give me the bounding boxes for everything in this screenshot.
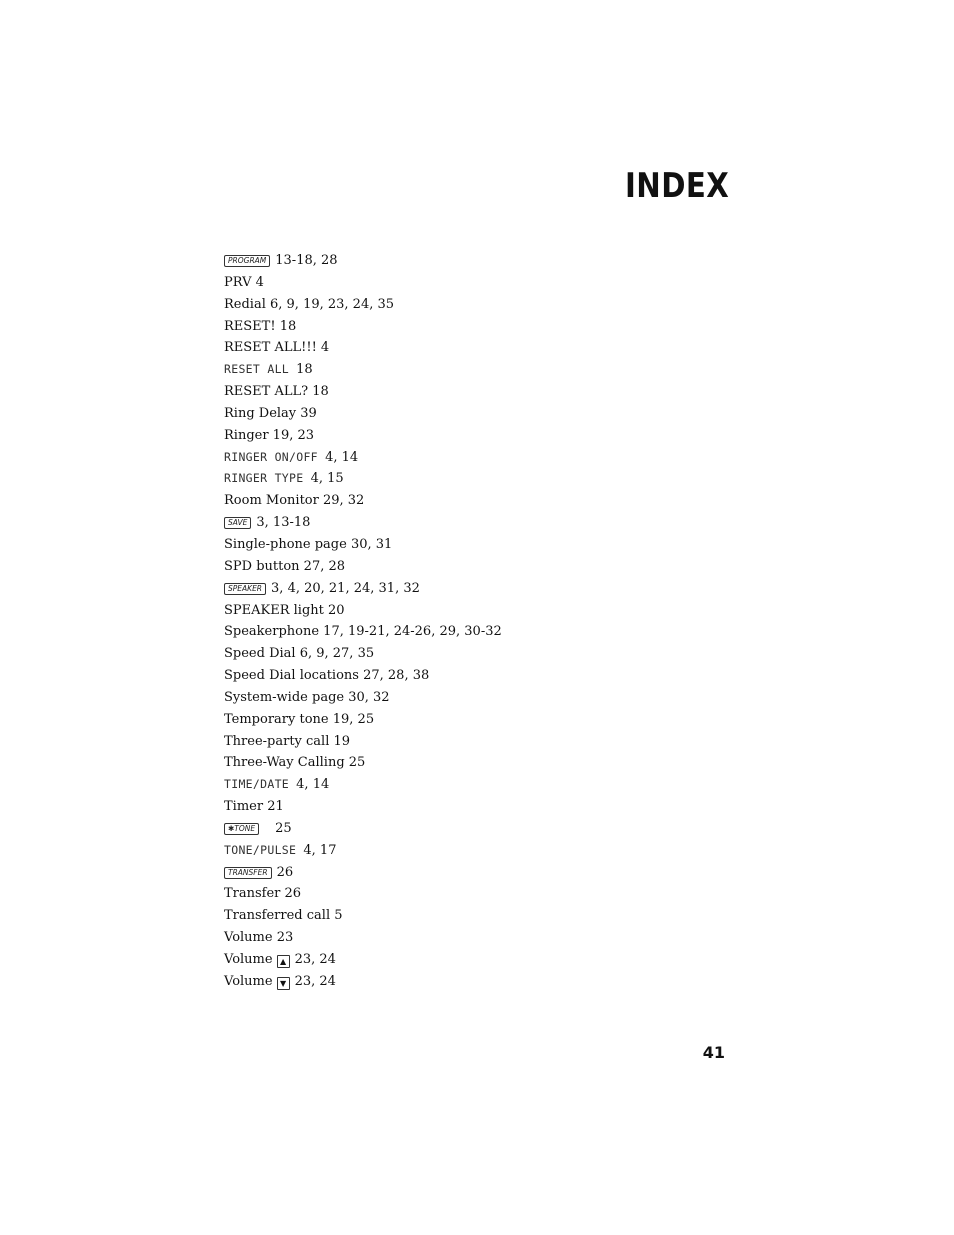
index-entry-timer: Timer 21 — [224, 799, 284, 815]
index-entry-ringer-on-off — [224, 447, 502, 469]
entry-text: 26 — [276, 864, 294, 880]
page-title: INDEX — [624, 166, 729, 206]
entry-text: Volume — [224, 952, 273, 967]
entry-text: 3, 13-18 — [256, 515, 311, 531]
tone-key-icon: ✱TONE — [224, 823, 259, 835]
entry-text: 4, 14 — [296, 777, 330, 793]
index-entry-speakerphone: Speakerphone 17, 19-21, 24-26, 29, 30-32 — [224, 624, 502, 640]
entry-text: 3, 4, 20, 21, 24, 31, 32 — [271, 580, 420, 596]
index-entry-transfer: Transfer 26 — [224, 886, 302, 902]
volume-down-arrow-icon: ▼ — [277, 977, 290, 990]
program-key-icon: PROGRAM — [224, 255, 270, 267]
index-entry-ring-delay: Ring Delay 39 — [224, 405, 317, 421]
entry-pages: 23, 24 — [294, 973, 336, 989]
index-entry-save — [224, 512, 502, 534]
index-entry-speed-dial: Speed Dial 6, 9, 27, 35 — [224, 646, 375, 662]
page-number: 41 — [702, 1043, 725, 1062]
index-entry-spd-button: SPD button 27, 28 — [224, 558, 346, 574]
index-entry-time-date — [224, 774, 502, 796]
entry-text: 13-18, 28 — [275, 253, 338, 268]
index-entry-single-phone-page: Single-phone page 30, 31 — [224, 536, 393, 552]
index-entry-three-way-calling: Three-Way Calling 25 — [224, 755, 366, 771]
index-entry-three-party-call: Three-party call 19 — [224, 733, 351, 749]
index-entry-speed-dial-locations: Speed Dial locations 27, 28, 38 — [224, 668, 430, 684]
index-entry-program — [224, 250, 502, 272]
display-text: RESET ALL — [224, 362, 290, 377]
display-text: RINGER TYPE — [224, 471, 304, 486]
transfer-key-icon: TRANSFER — [224, 867, 272, 879]
index-entry-ringer-type — [224, 468, 502, 490]
index-entry-volume-up — [224, 949, 502, 971]
index-entry-redial: Redial 6, 9, 19, 23, 24, 35 — [224, 296, 395, 312]
index-entry-transfer-key — [224, 862, 502, 884]
index-entry-reset-all-display — [224, 359, 502, 381]
display-text: TONE/PULSE — [224, 842, 297, 857]
save-key-icon: SAVE — [224, 517, 251, 529]
entry-text: 25 — [275, 820, 292, 836]
entry-pages: 23, 24 — [294, 952, 336, 967]
index-entry-room-monitor: Room Monitor 29, 32 — [224, 493, 365, 509]
index-entry-prv: PRV 4 — [224, 274, 264, 290]
index-entry-volume: Volume 23 — [224, 930, 294, 946]
index-entry-list — [224, 250, 502, 993]
display-text: TIME/DATE — [224, 777, 290, 792]
index-entry-speaker-light: SPEAKER light 20 — [224, 602, 345, 618]
index-entry-reset-all-question: RESET ALL? 18 — [224, 384, 329, 400]
index-entry-ringer: Ringer 19, 23 — [224, 427, 315, 443]
index-entry-reset-all-excl: RESET ALL!!! 4 — [224, 340, 330, 356]
index-entry-temporary-tone: Temporary tone 19, 25 — [224, 711, 375, 727]
index-entry-volume-down — [224, 971, 502, 993]
entry-text: 18 — [296, 362, 313, 378]
speaker-key-icon: SPEAKER — [224, 583, 266, 595]
volume-up-arrow-icon: ▲ — [277, 955, 290, 968]
display-text: RINGER ON/OFF — [224, 449, 318, 464]
entry-text: 4, 14 — [325, 449, 359, 465]
index-entry-speaker — [224, 578, 502, 600]
index-entry-tone-key — [224, 818, 502, 840]
index-entry-system-wide-page: System-wide page 30, 32 — [224, 689, 390, 705]
entry-text: Volume — [224, 973, 273, 989]
index-entry-reset: RESET! 18 — [224, 318, 297, 334]
index-entry-tone-pulse — [224, 840, 502, 862]
index-entry-transferred-call: Transferred call 5 — [224, 908, 343, 924]
entry-text: 4, 15 — [310, 471, 344, 487]
entry-text: 4, 17 — [303, 842, 337, 858]
